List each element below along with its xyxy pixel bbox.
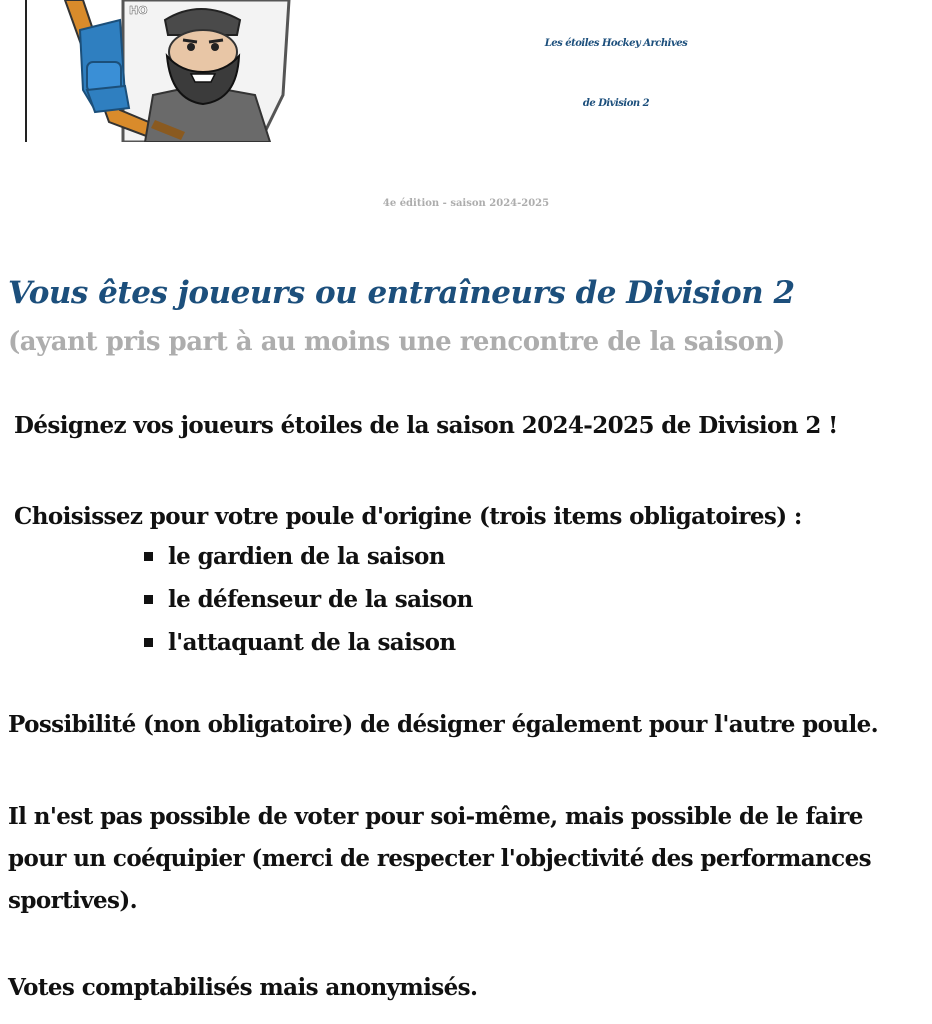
edition-subtitle: 4e édition - saison 2024-2025 [382,198,550,209]
title-line-1: Les étoiles Hockey Archives [544,38,688,49]
self-vote-rule: Il n'est pas possible de voter pour soi-même, mais possible de le faire pour un coéquipier (merci de respecter l'objectivité des performances sportives). [8,803,871,914]
audience-heading: Vous êtes joueurs ou entraîneurs de Division 2 [8,275,795,311]
hockey-player-logo [25,0,295,142]
list-item [140,578,473,621]
square-bullet-icon [144,552,153,561]
svg-text:HO: HO [129,4,148,17]
square-bullet-icon [144,638,153,647]
choose-instruction: Choisissez pour votre poule d'origine (trois items obligatoires) : [14,503,802,530]
required-items-list [140,535,473,664]
anonymity-note: Votes comptabilisés mais anonymisés. [8,974,478,1001]
list-item-label: l'attaquant de la saison [168,629,456,656]
audience-note: (ayant pris part à au moins une rencontre de la saison) [8,327,785,357]
square-bullet-icon [144,595,153,604]
optional-note: Possibilité (non obligatoire) de désigner également pour l'autre poule. [8,711,879,738]
list-item-label: le gardien de la saison [168,543,445,570]
list-item-label: le défenseur de la saison [168,586,473,613]
page-title [300,14,932,134]
designate-instruction: Désignez vos joueurs étoiles de la saison 2024-2025 de Division 2 ! [14,412,838,439]
list-item [140,621,473,664]
title-line-2: de Division 2 [582,98,650,109]
list-item [140,535,473,578]
bearded-hockey-player-icon [25,0,295,142]
